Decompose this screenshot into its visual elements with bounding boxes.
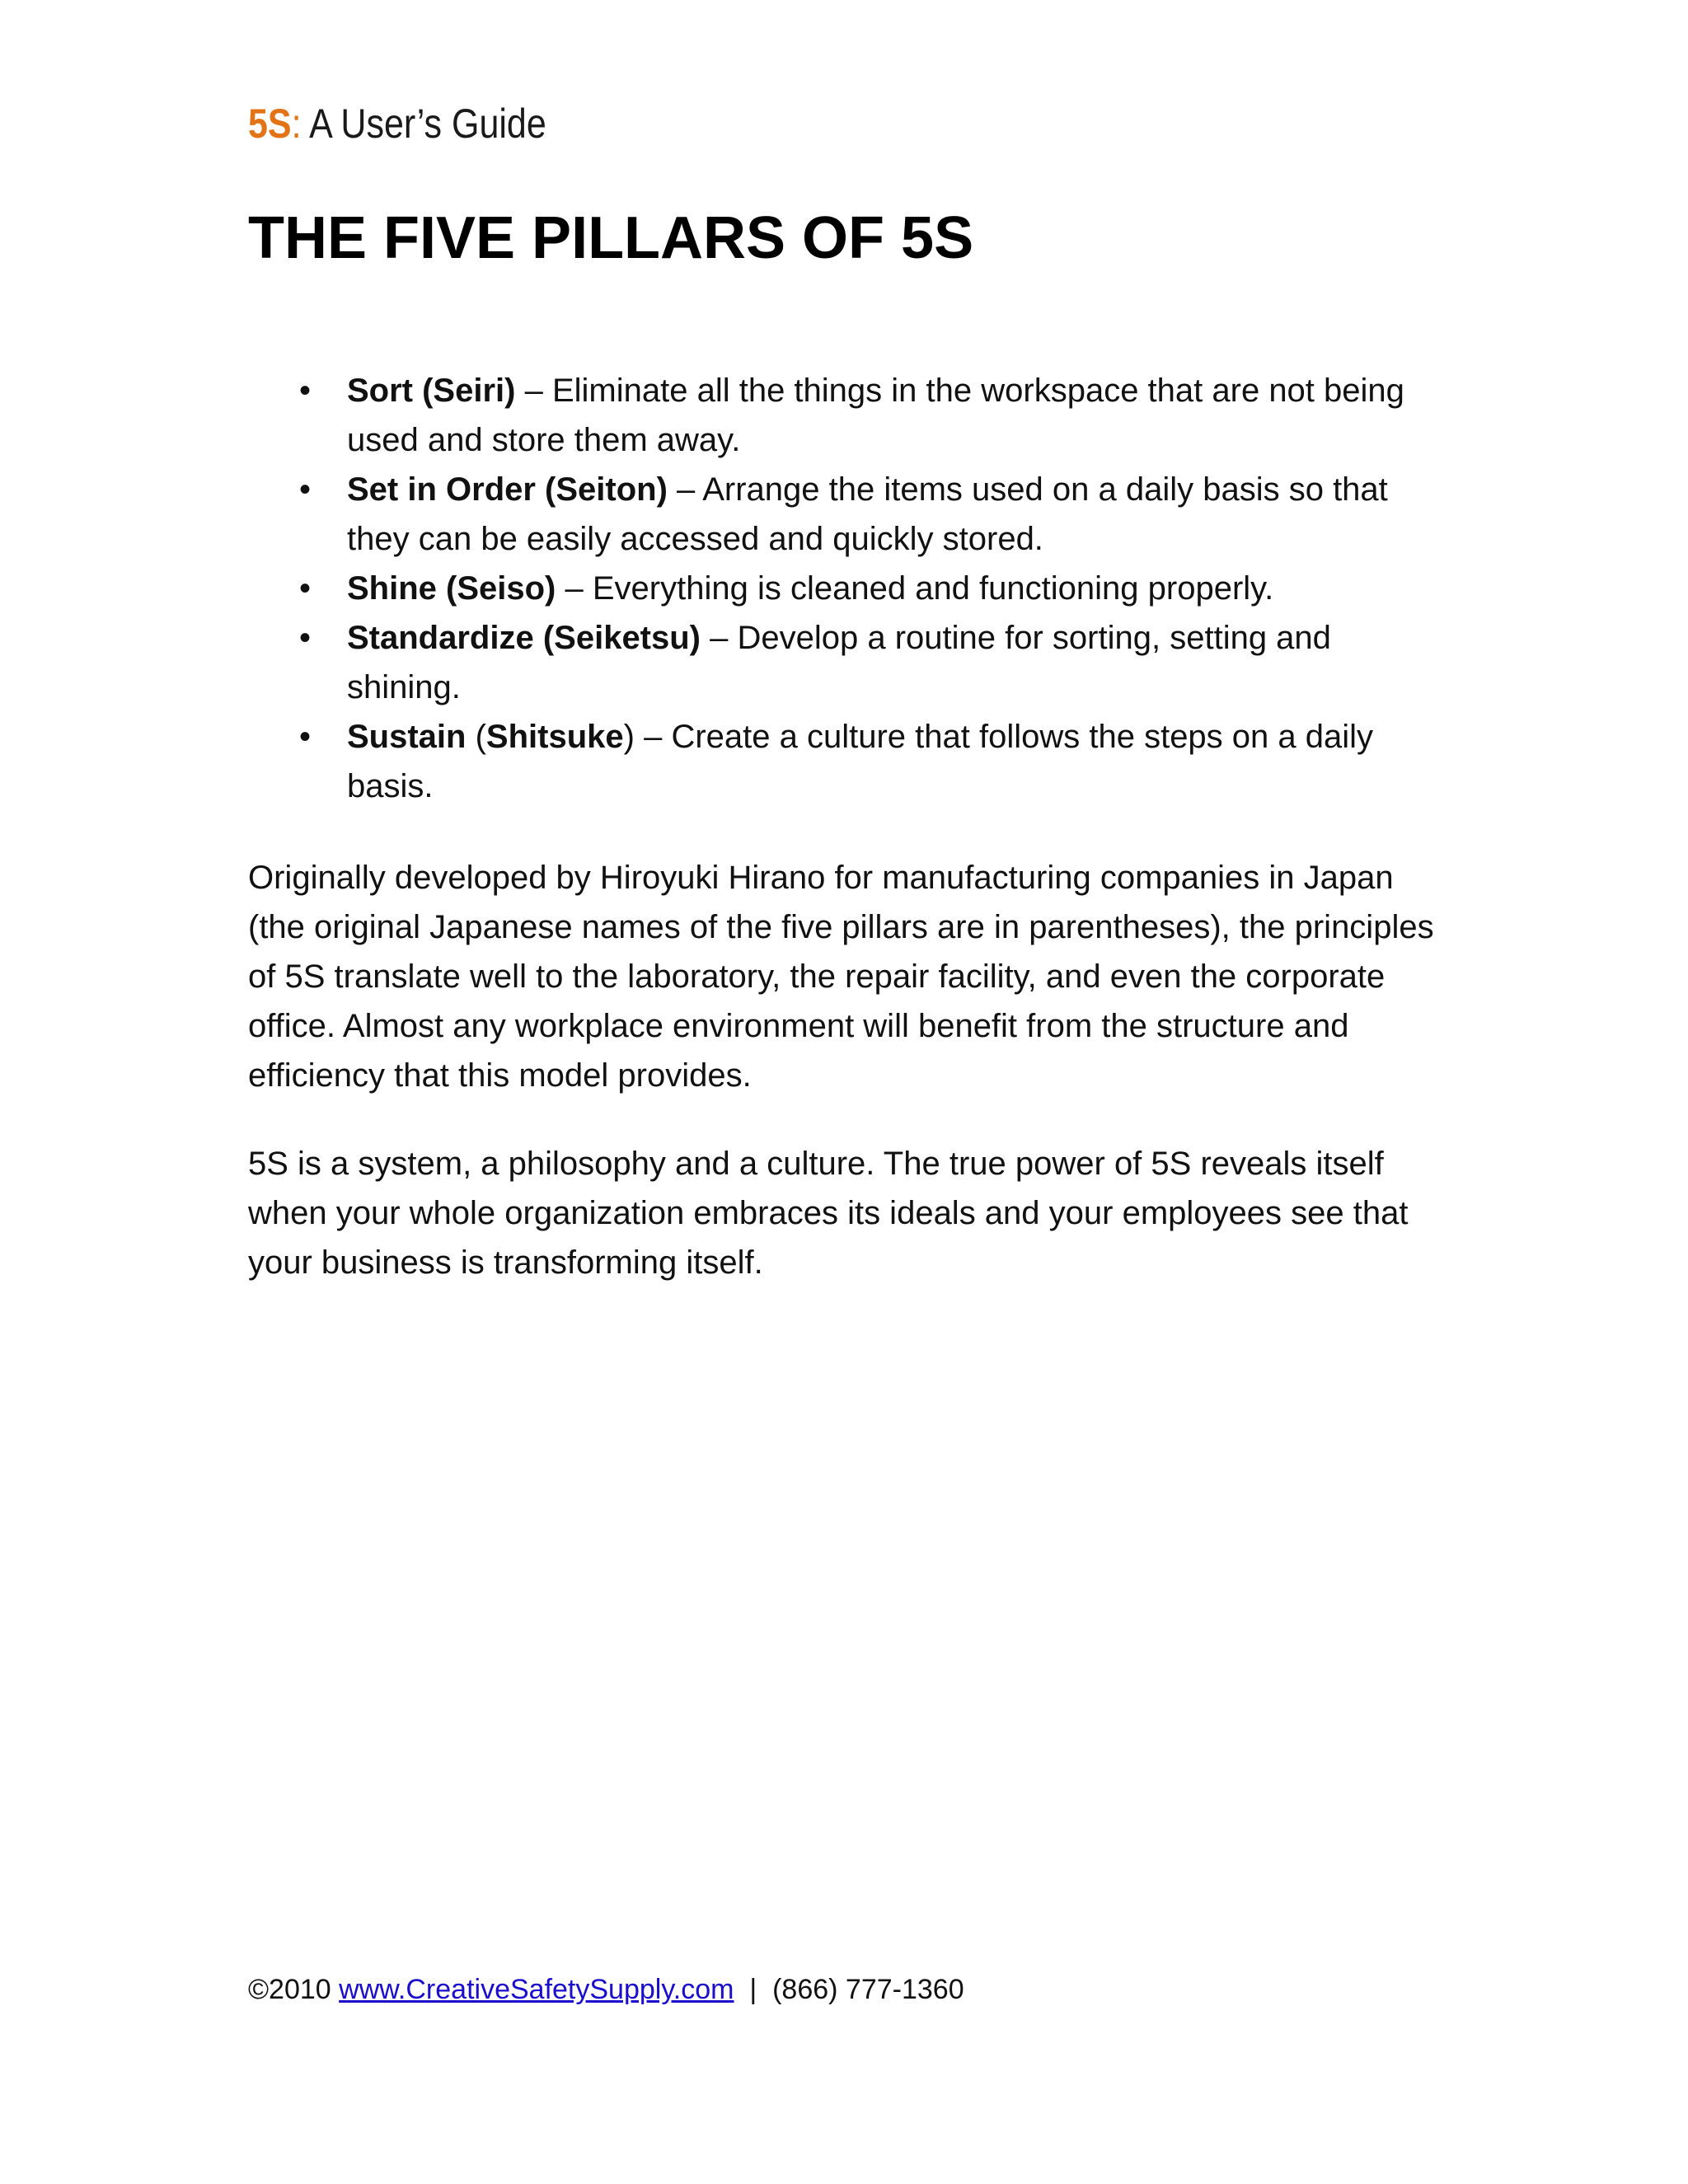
footer-phone: (866) 777-1360 xyxy=(772,1974,964,2005)
bullet-icon: • xyxy=(299,620,312,656)
pillar-description: – Develop a routine for sorting, setting and shining. xyxy=(347,620,1331,705)
page-title: THE FIVE PILLARS OF 5S xyxy=(248,205,974,271)
pillar-description: – Everything is cleaned and functioning properly. xyxy=(556,570,1274,607)
pillar-item-standardize xyxy=(248,613,1451,712)
footer-copyright: ©2010 xyxy=(248,1974,340,2005)
pillar-name: Shine (Seiso) xyxy=(347,570,556,607)
pillar-description: – Create a culture that follows the steps on a daily basis. xyxy=(347,719,1374,804)
header-brand: 5S xyxy=(248,101,292,147)
bullet-icon: • xyxy=(299,570,312,607)
paragraph-philosophy: 5S is a system, a philosophy and a culture. The true power of 5S reveals itself when your whole organization embraces its ideals and your employees see that your business is transforming itself. xyxy=(248,1146,1409,1281)
pillar-item-sustain: • Sustain (Shitsuke) – Create a culture that follows the steps on a daily basis. xyxy=(248,712,1451,811)
bullet-icon: • xyxy=(299,471,312,508)
header-subtitle: A User’s Guide xyxy=(301,101,546,147)
page-footer xyxy=(248,1971,964,2008)
pillar-name: Sort (Seiri) xyxy=(347,373,516,409)
pillar-name: Set in Order (Seiton) xyxy=(347,471,668,508)
pillar-description: – Eliminate all the things in the workspace that are not being used and store them away. xyxy=(347,373,1404,458)
pillar-item-set-in-order xyxy=(248,465,1451,564)
footer-website-link[interactable]: www.CreativeSafetySupply.com xyxy=(339,1974,734,2005)
pillar-item-shine xyxy=(248,564,1451,613)
bullet-icon: • xyxy=(299,719,312,755)
bullet-icon: • xyxy=(299,373,312,409)
paragraph-origin: Originally developed by Hiroyuki Hirano for manufacturing companies in Japan (the original Japanese names of the five pillars are in parentheses), the principles of 5S translate well to the laboratory, the repair facility, and even the corporate office. Almost any workplace environment will benefit from the structure and efficiency that this model provides. xyxy=(248,860,1434,1094)
running-header xyxy=(248,97,546,150)
pillar-name: Sustain xyxy=(347,719,467,755)
footer-separator: | xyxy=(734,1974,773,2005)
pillar-name-close: ) xyxy=(623,719,635,755)
pillar-japanese-name: Shitsuke xyxy=(485,719,624,755)
pillars-list xyxy=(248,366,1451,811)
header-colon: : xyxy=(291,101,302,147)
pillar-name: Standardize (Seiketsu) xyxy=(347,620,701,656)
pillar-item-sort xyxy=(248,366,1451,465)
pillar-description: – Arrange the items used on a daily basis so that they can be easily accessed and quickly stored. xyxy=(347,471,1388,557)
